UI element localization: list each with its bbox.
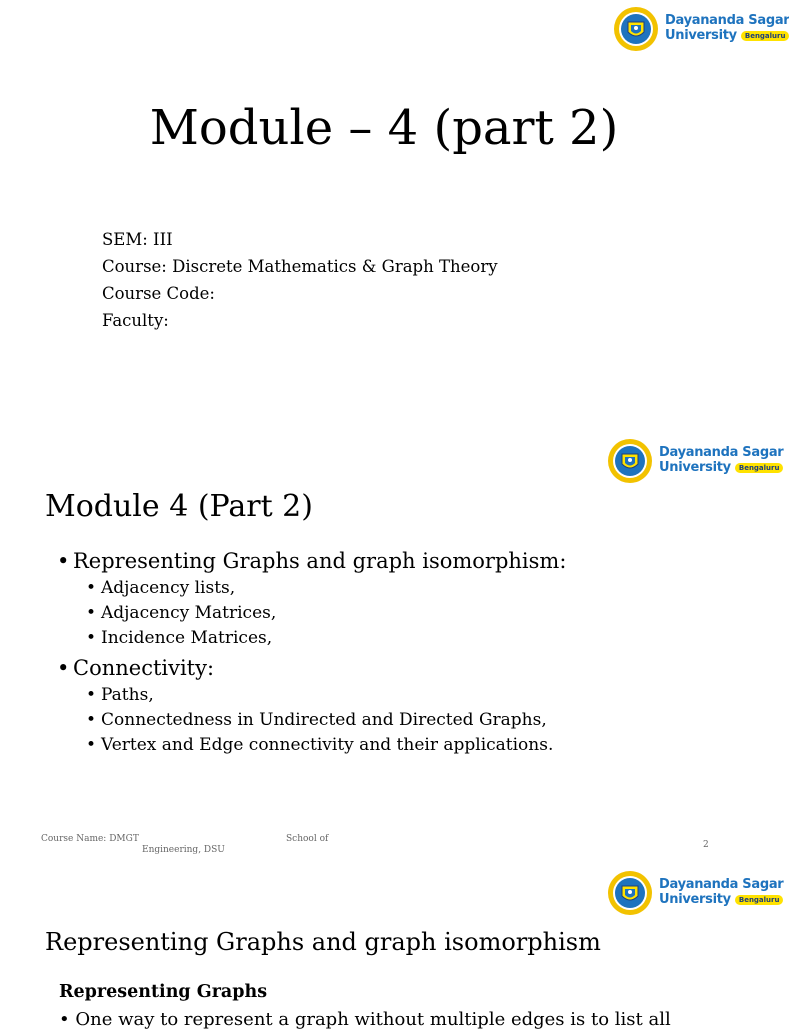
slide-title: Module 4 (Part 2) [45,489,313,524]
topic-list [57,546,566,760]
slide-title: Representing Graphs and graph isomorphism [45,928,601,956]
meta-course-code: Course Code: [102,284,215,303]
body-bullet: • One way to represent a graph without multiple edges is to list all [59,1009,671,1030]
meta-course: Course: Discrete Mathematics & Graph Theory [102,257,498,276]
slide-title: Module – 4 (part 2) [149,100,619,156]
meta-semester: SEM: III [102,230,173,249]
topic-label: Representing Graphs and graph isomorphism: [73,549,567,573]
subtopic-item: • Vertex and Edge connectivity and their applications. [86,733,566,758]
logo-name-line2: University [659,892,731,907]
logo-name-line1: Dayananda Sagar [659,445,784,461]
meta-faculty: Faculty: [102,311,169,330]
logo-name-line1: Dayananda Sagar [665,13,789,29]
footer-course-name: Course Name: DMGT [41,834,139,844]
topic-item [57,653,566,683]
footer-page-number: 2 [703,840,709,850]
logo-name-line1: Dayananda Sagar [659,877,784,893]
university-seal-icon [607,870,653,916]
footer-school-continued: Engineering, DSU [142,845,225,855]
section-subheading: Representing Graphs [59,982,268,1002]
body-bullet-text: One way to represent a graph without multiple edges is to list all [75,1009,671,1030]
university-seal-icon [607,438,653,484]
title-slide [0,0,789,432]
course-meta [102,226,498,334]
subtopic-list [57,576,566,651]
university-seal-icon [613,6,659,52]
logo-name-line2: University [665,28,737,43]
topic-label: Connectivity: [73,656,215,680]
subtopic-item: • Adjacency Matrices, [86,601,566,626]
university-logo [613,6,789,52]
footer-school: School of [286,834,329,844]
subtopic-item: • Paths, [86,683,566,708]
topic-item [57,546,566,576]
representing-graphs-slide [0,864,784,1030]
subtopic-list [57,683,566,758]
subtopic-item: • Adjacency lists, [86,576,566,601]
subtopic-item: • Connectedness in Undirected and Directed Graphs, [86,708,566,733]
logo-city-badge: Bengaluru [735,895,784,905]
university-logo [607,870,783,916]
logo-city-badge: Bengaluru [735,463,784,473]
logo-city-badge: Bengaluru [741,31,789,41]
university-logo [607,438,783,484]
subtopic-item: • Incidence Matrices, [86,626,566,651]
contents-slide [0,432,784,864]
logo-name-line2: University [659,460,731,475]
